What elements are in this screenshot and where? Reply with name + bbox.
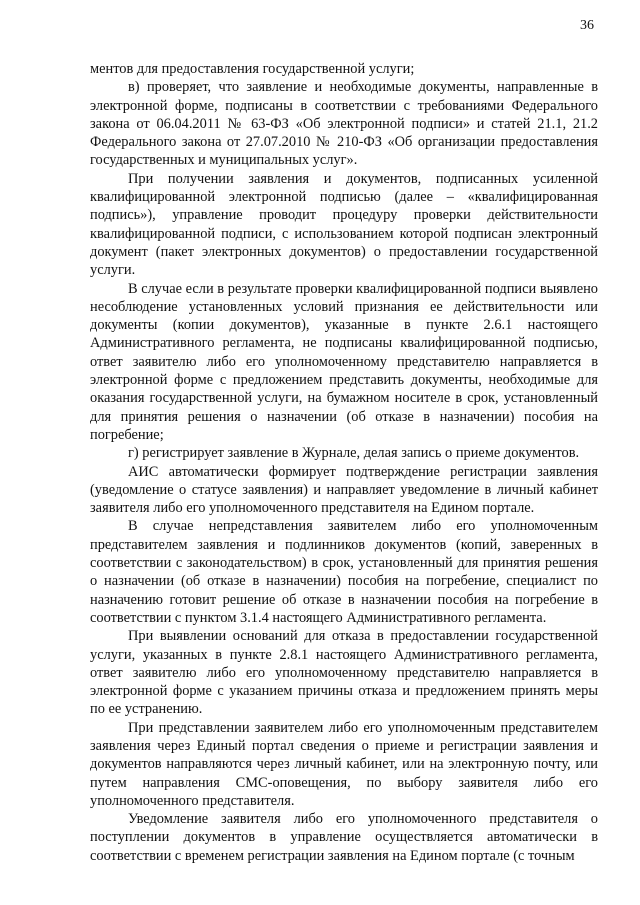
paragraph: При выявлении оснований для отказа в предоставлении государственной услуги, указанных в пункте 2.8.1 настоящего Административного регламента, ответ заявителю либо его уполномоченному представителю направляется в электронной форме с указанием причины отказа и предложением принять меры по ее устранению. xyxy=(90,628,598,718)
paragraph: в) проверяет, что заявление и необходимые документы, направленные в электронной форме, подписаны в соответствии с требованиями Федерального закона от 06.04.2011 № 63-ФЗ «Об электронной подписи» и статей 21.1, 21.2 Федерального закона от 27.07.2010 № 210-ФЗ «Об организации предоставления государственных и муниципальных услуг». xyxy=(90,79,598,169)
paragraph: АИС автоматически формирует подтверждение регистрации заявления (уведомление о статусе заявления) и направляет уведомление в личный кабинет заявителя либо его уполномоченного представителя на Едином портале. xyxy=(90,463,598,517)
paragraph: ментов для предоставления государственной услуги; xyxy=(90,61,415,77)
page-number: 36 xyxy=(580,18,594,33)
paragraph: При представлении заявителем либо его уполномоченным представителем заявления через Единый портал сведения о приеме и регистрации заявления и документов направляются через личный кабинет, или на электронную почту, или путем направления СМС-оповещения, по выбору заявителя либо его уполномоченного представителя. xyxy=(90,719,598,809)
paragraph: В случае если в результате проверки квалифицированной подписи выявлено несоблюдение установленных условий признания ее действительности или документы (копии документов), указанные в пункте 2.6.1 настоящего Административного регламента, не подписаны квалифицированной подписью, ответ заявителю либо его уполномоченному представителю направляется в электронной форме с предложением представить документы, необходимые для оказания государственной услуги, на бумажном носителе в срок, установленный для принятия решения о назначении (об отказе в назначении) пособия на погребение; xyxy=(90,280,598,443)
paragraph: При получении заявления и документов, подписанных усиленной квалифицированной электронной подписью (далее – «квалифицированная подпись»), управление проводит процедуру проверки действительности квалифицированной подписи, с использованием которой подписан электронный документ (пакет электронных документов) о предоставлении государственной услуги. xyxy=(90,170,598,279)
paragraph: В случае непредставления заявителем либо его уполномоченным представителем заявления и подлинников документов (копий, заверенных в соответствии с законодательством) в срок, установленный для принятия решения о назначении (об отказе в назначении) пособия на погребение, специалист по назначению готовит решение об отказе в назначении пособия на погребение в соответствии с пунктом 3.1.4 настоящего Административного регламента. xyxy=(90,518,598,626)
document-body xyxy=(90,60,598,865)
paragraph: Уведомление заявителя либо его уполномоченного представителя о поступлении документов в управление осуществляется автоматически в соответствии с временем регистрации заявления на Едином портале (с точным xyxy=(90,811,598,864)
paragraph: г) регистрирует заявление в Журнале, делая запись о приеме документов. xyxy=(128,445,580,462)
